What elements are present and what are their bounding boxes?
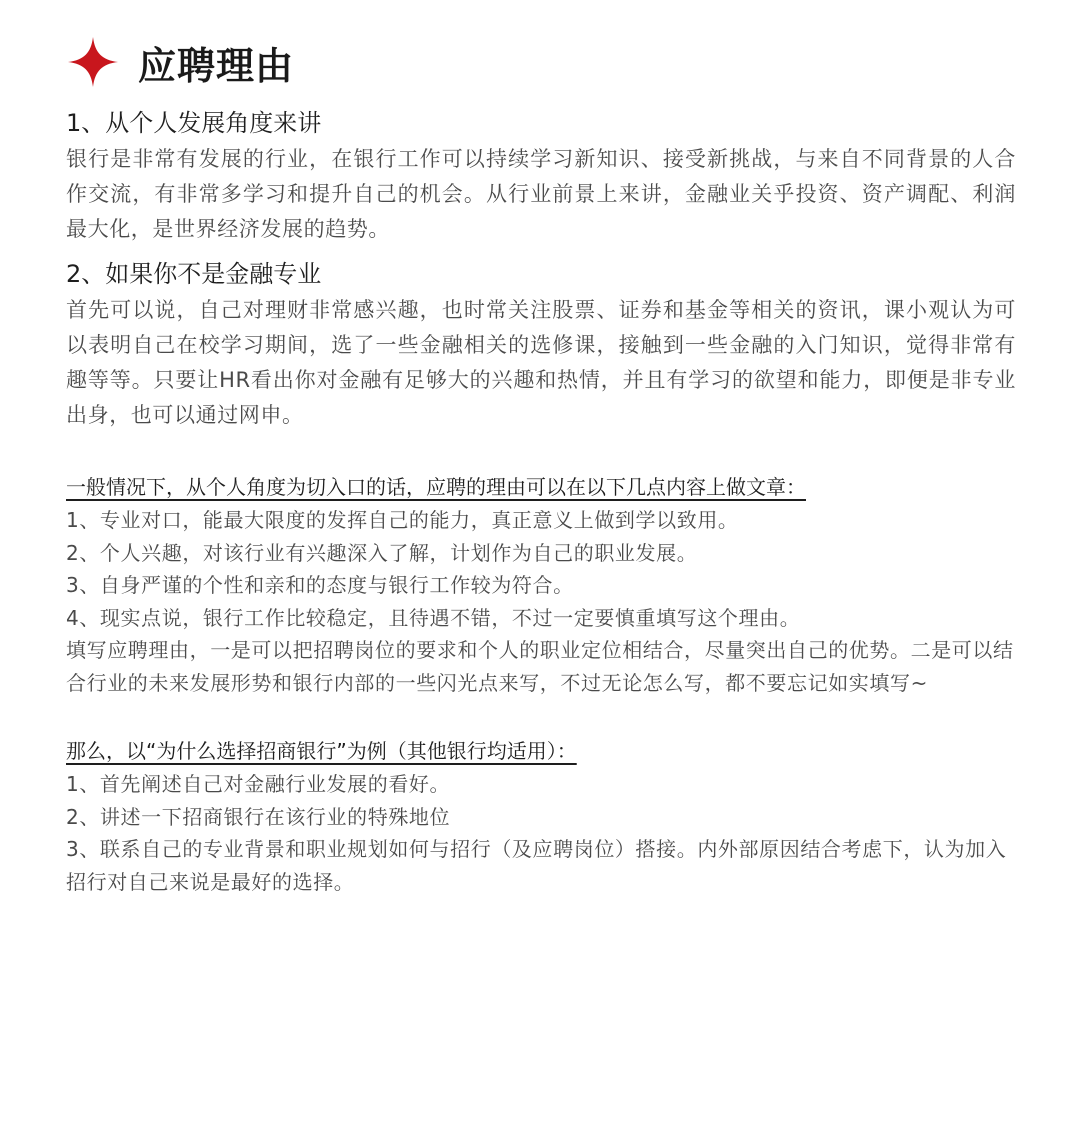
section-body-personal-development: 银行是非常有发展的行业，在银行工作可以持续学习新知识、接受新挑战，与来自不同背景的人合作交流，有非常多学习和提升自己的机会。从行业前景上来讲，金融业关乎投资、资产调配、利润最大化，是世界经济发展的趋势。 (66, 147, 1016, 241)
section-heading-personal-development: 1、从个人发展角度来讲 (66, 109, 322, 137)
title-row (68, 30, 294, 94)
filling-tips-note: 填写应聘理由，一是可以把招聘岗位的要求和个人的职业定位相结合，尽量突出自己的优势。二是可以结合行业的未来发展形势和银行内部的一些闪光点来写，不过无论怎么写，都不要忘记如实填写~ (66, 638, 1014, 695)
list-item: 2、讲述一下招商银行在该行业的特殊地位 (66, 804, 451, 829)
list-item: 3、联系自己的专业背景和职业规划如何与招行（及应聘岗位）搭接。内外部原因结合考虑下，认为加入招行对自己来说是最好的选择。 (66, 837, 1007, 894)
list-item: 3、自身严谨的个性和亲和的态度与银行工作较为符合。 (66, 573, 574, 597)
page-title: 应聘理由 (138, 43, 295, 88)
article-content (66, 104, 1016, 898)
list-item: 1、专业对口，能最大限度的发挥自己的能力，真正意义上做到学以致用。 (66, 508, 739, 532)
list-item: 2、个人兴趣，对该行业有兴趣深入了解，计划作为自己的职业发展。 (66, 540, 698, 565)
section-body-non-finance-major: 首先可以说，自己对理财非常感兴趣，也时常关注股票、证券和基金等相关的资讯，课小观认为可以表明自己在校学习期间，选了一些金融相关的选修课，接触到一些金融的入门知识，觉得非常有趣等等。只要让HR看出你对金融有足够大的兴趣和热情，并且有学习的欲望和能力，即便是非专业出身，也可以通过网申。 (66, 298, 1016, 427)
section-heading-non-finance-major: 2、如果你不是金融专业 (66, 260, 322, 288)
example-heading: 那么，以“为什么选择招商银行”为例（其他银行均适用）： (66, 739, 577, 763)
list-item: 1、首先阐述自己对金融行业发展的看好。 (66, 772, 451, 796)
four-point-star-icon (68, 37, 118, 87)
general-reasons-heading: 一般情况下，从个人角度为切入口的话，应聘的理由可以在以下几点内容上做文章： (66, 475, 806, 499)
list-item: 4、现实点说，银行工作比较稳定，且待遇不错，不过一定要慎重填写这个理由。 (66, 605, 801, 630)
